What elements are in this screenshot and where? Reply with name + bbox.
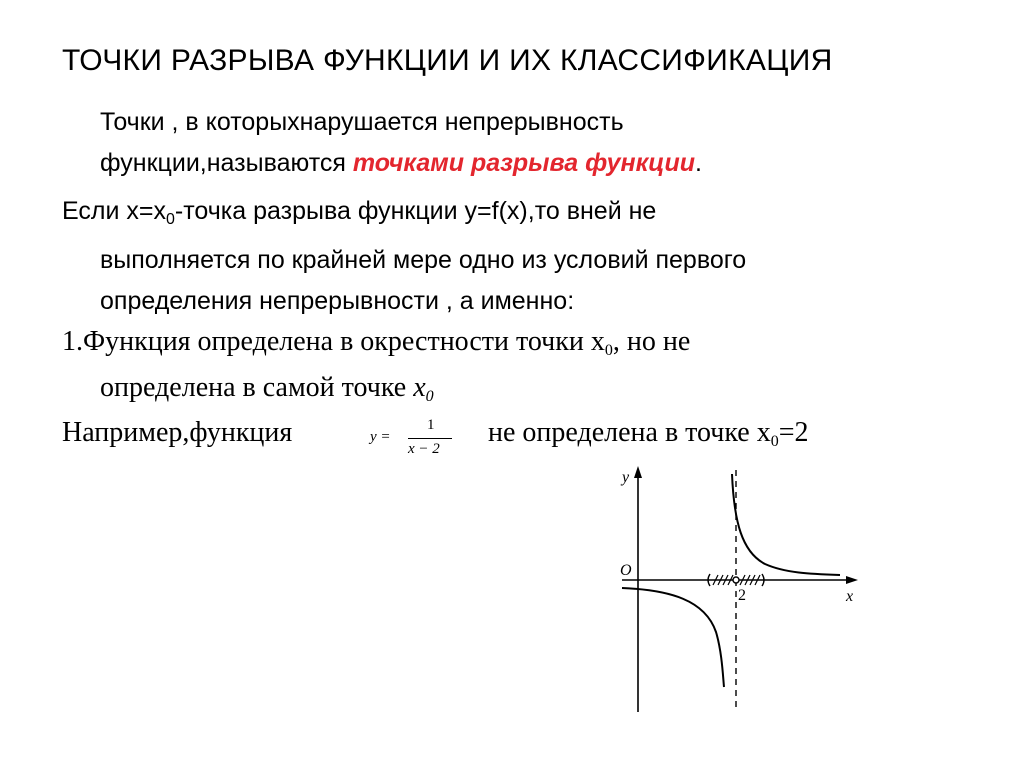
case-text: определена в самой точке	[100, 372, 414, 403]
subscript: 0	[425, 388, 434, 405]
subscript: 0	[770, 433, 779, 450]
formula-lhs: y =	[370, 429, 391, 445]
condition-line-1	[62, 191, 746, 240]
y-axis-arrow	[634, 466, 642, 478]
excluded-point	[733, 577, 739, 583]
condition-line-3: определения непрерывности , а именно:	[100, 287, 575, 315]
definition-paragraph	[100, 102, 702, 184]
condition-text: Если x=x	[62, 197, 166, 225]
definition-text: функции,называются	[100, 149, 353, 177]
tick-label-2: 2	[738, 587, 746, 604]
subscript: 0	[604, 342, 613, 359]
case-text: 1.Функция определена в окрестности точки x	[62, 326, 605, 357]
condition-paragraph	[62, 191, 746, 322]
formula-denominator: x − 2	[408, 441, 440, 457]
case-text: , но не	[612, 326, 691, 357]
highlighted-term: точками разрыва функции	[352, 149, 695, 177]
variable-x: x	[413, 372, 426, 403]
example-tail	[488, 412, 809, 462]
origin-label: O	[620, 562, 632, 579]
x-axis-arrow	[846, 576, 858, 584]
condition-line-2: выполняется по крайней мере одно из условий первого	[100, 246, 747, 274]
case-one-line-1	[62, 323, 690, 369]
period: .	[695, 149, 702, 177]
y-axis-label: y	[622, 469, 630, 486]
slide-title: ТОЧКИ РАЗРЫВА ФУНКЦИИ И ИХ КЛАССИФИКАЦИЯ	[62, 44, 833, 77]
fraction-bar	[408, 438, 452, 439]
formula-numerator: 1	[427, 417, 435, 433]
case-one-line-2	[62, 369, 690, 415]
definition-line-1: Точки , в которыхнарушается непрерывность	[100, 108, 624, 136]
right-branch	[732, 474, 840, 575]
case-one-paragraph	[62, 323, 690, 415]
example-lead: Например,функция	[62, 417, 293, 448]
example-text: =2	[778, 417, 809, 448]
hyperbola-graph	[560, 462, 880, 732]
subscript: 0	[166, 211, 175, 228]
condition-text: -точка разрыва функции y=f(x),то вней не	[174, 197, 657, 225]
example-text: не определена в точке x	[488, 417, 771, 448]
x-axis-label: x	[846, 588, 854, 605]
definition-line-2	[100, 143, 702, 184]
